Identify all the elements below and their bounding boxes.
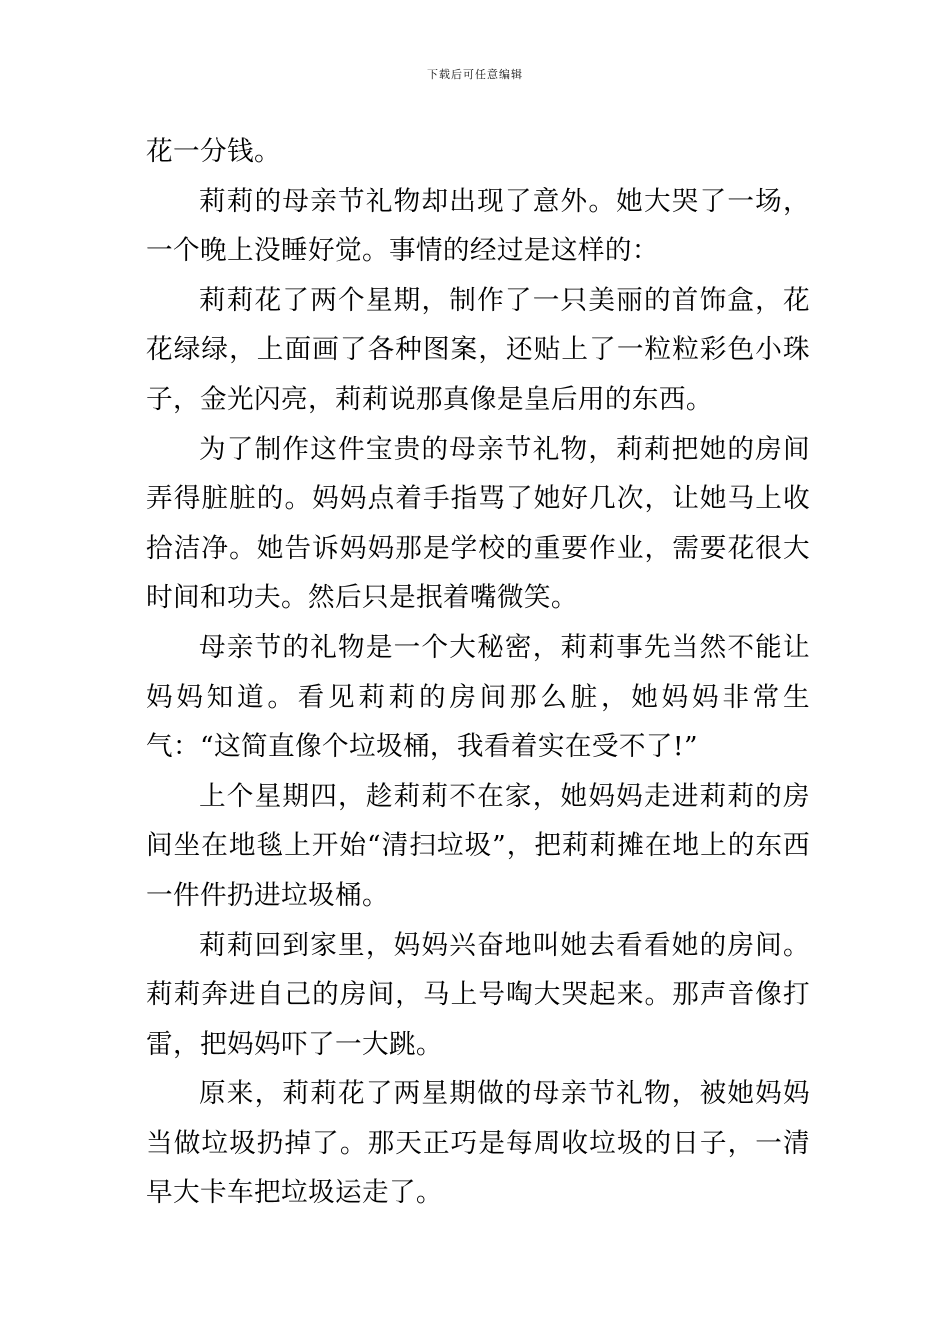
- paragraph: 母亲节的礼物是一个大秘密，莉莉事先当然不能让妈妈知道。看见莉莉的房间那么脏，她妈妈非常生气：“这简直像个垃圾桶，我看着实在受不了!”: [146, 631, 810, 763]
- paragraph: 为了制作这件宝贵的母亲节礼物，莉莉把她的房间弄得脏脏的。妈妈点着手指骂了她好几次，让她马上收拾洁净。她告诉妈妈那是学校的重要作业，需要花很大时间和功夫。然后只是抿着嘴微笑。: [146, 433, 810, 614]
- paragraph: 上个星期四，趁莉莉不在家，她妈妈走进莉莉的房间坐在地毯上开始“清扫垃圾”，把莉莉摊在地上的东西一件件扔进垃圾桶。: [146, 780, 810, 911]
- paragraph: 原来，莉莉花了两星期做的母亲节礼物，被她妈妈当做垃圾扔掉了。那天正巧是每周收垃圾的日子，一清早大卡车把垃圾运走了。: [146, 1078, 810, 1209]
- page-header: 下载后可任意编辑: [427, 68, 523, 81]
- paragraph: 莉莉回到家里，妈妈兴奋地叫她去看看她的房间。莉莉奔进自己的房间，马上号啕大哭起来。那声音像打雷，把妈妈吓了一大跳。: [146, 929, 810, 1060]
- paragraph: 花一分钱。: [146, 136, 281, 167]
- paragraph: 莉莉花了两个星期，制作了一只美丽的首饰盒，花花绿绿，上面画了各种图案，还贴上了一粒粒彩色小珠子，金光闪亮，莉莉说那真像是皇后用的东西。: [146, 284, 810, 415]
- paragraph: 莉莉的母亲节礼物却出现了意外。她大哭了一场，一个晚上没睡好觉。事情的经过是这样的：: [146, 185, 810, 267]
- document-body: [146, 127, 810, 1218]
